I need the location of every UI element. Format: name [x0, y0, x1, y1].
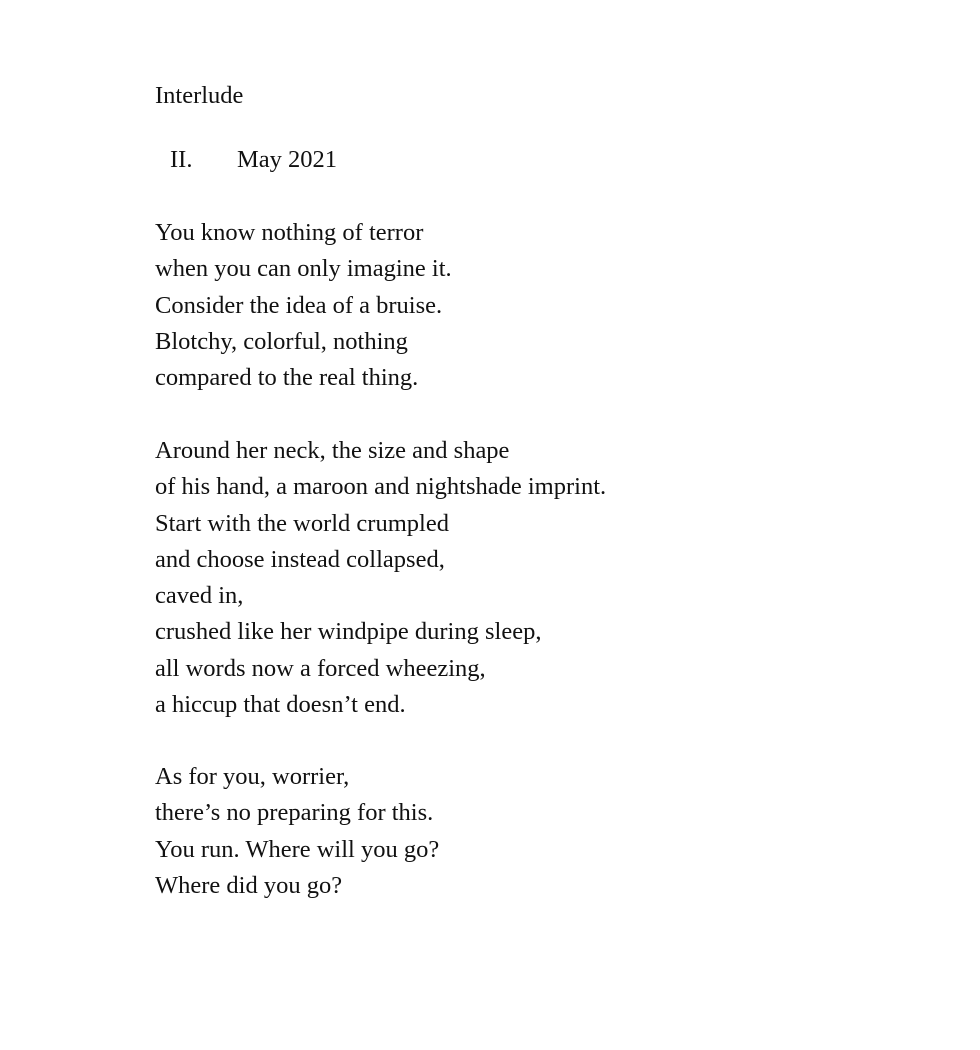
poem-line: crushed like her windpipe during sleep, — [155, 618, 542, 646]
poem-line: all words now a forced wheezing, — [155, 654, 486, 682]
poem-line: Start with the world crumpled — [155, 509, 449, 537]
poem-line: and choose instead collapsed, — [155, 545, 445, 573]
stanza-1 — [155, 219, 452, 400]
section-numeral: II. — [170, 146, 193, 173]
poem-line: caved in, — [155, 582, 244, 610]
poem-line: Consider the idea of a bruise. — [155, 291, 443, 319]
section-date: May 2021 — [237, 146, 338, 173]
poem-line: when you can only imagine it. — [155, 255, 452, 283]
poem-line: there’s no preparing for this. — [155, 799, 434, 827]
poem-line: of his hand, a maroon and nightshade imprint. — [155, 473, 607, 501]
poem-line: a hiccup that doesn’t end. — [155, 691, 406, 719]
stanza-3 — [155, 763, 439, 908]
poem-line: You run. Where will you go? — [155, 835, 440, 863]
poem-line: Where did you go? — [155, 871, 343, 899]
poem-line: As for you, worrier, — [155, 763, 350, 790]
poem-line: You know nothing of terror — [155, 219, 424, 246]
poem-line: Around her neck, the size and shape — [155, 437, 510, 464]
poem-line: compared to the real thing. — [155, 364, 419, 392]
poem-title: Interlude — [155, 82, 244, 109]
poem-line: Blotchy, colorful, nothing — [155, 327, 408, 355]
stanza-2 — [155, 437, 606, 727]
